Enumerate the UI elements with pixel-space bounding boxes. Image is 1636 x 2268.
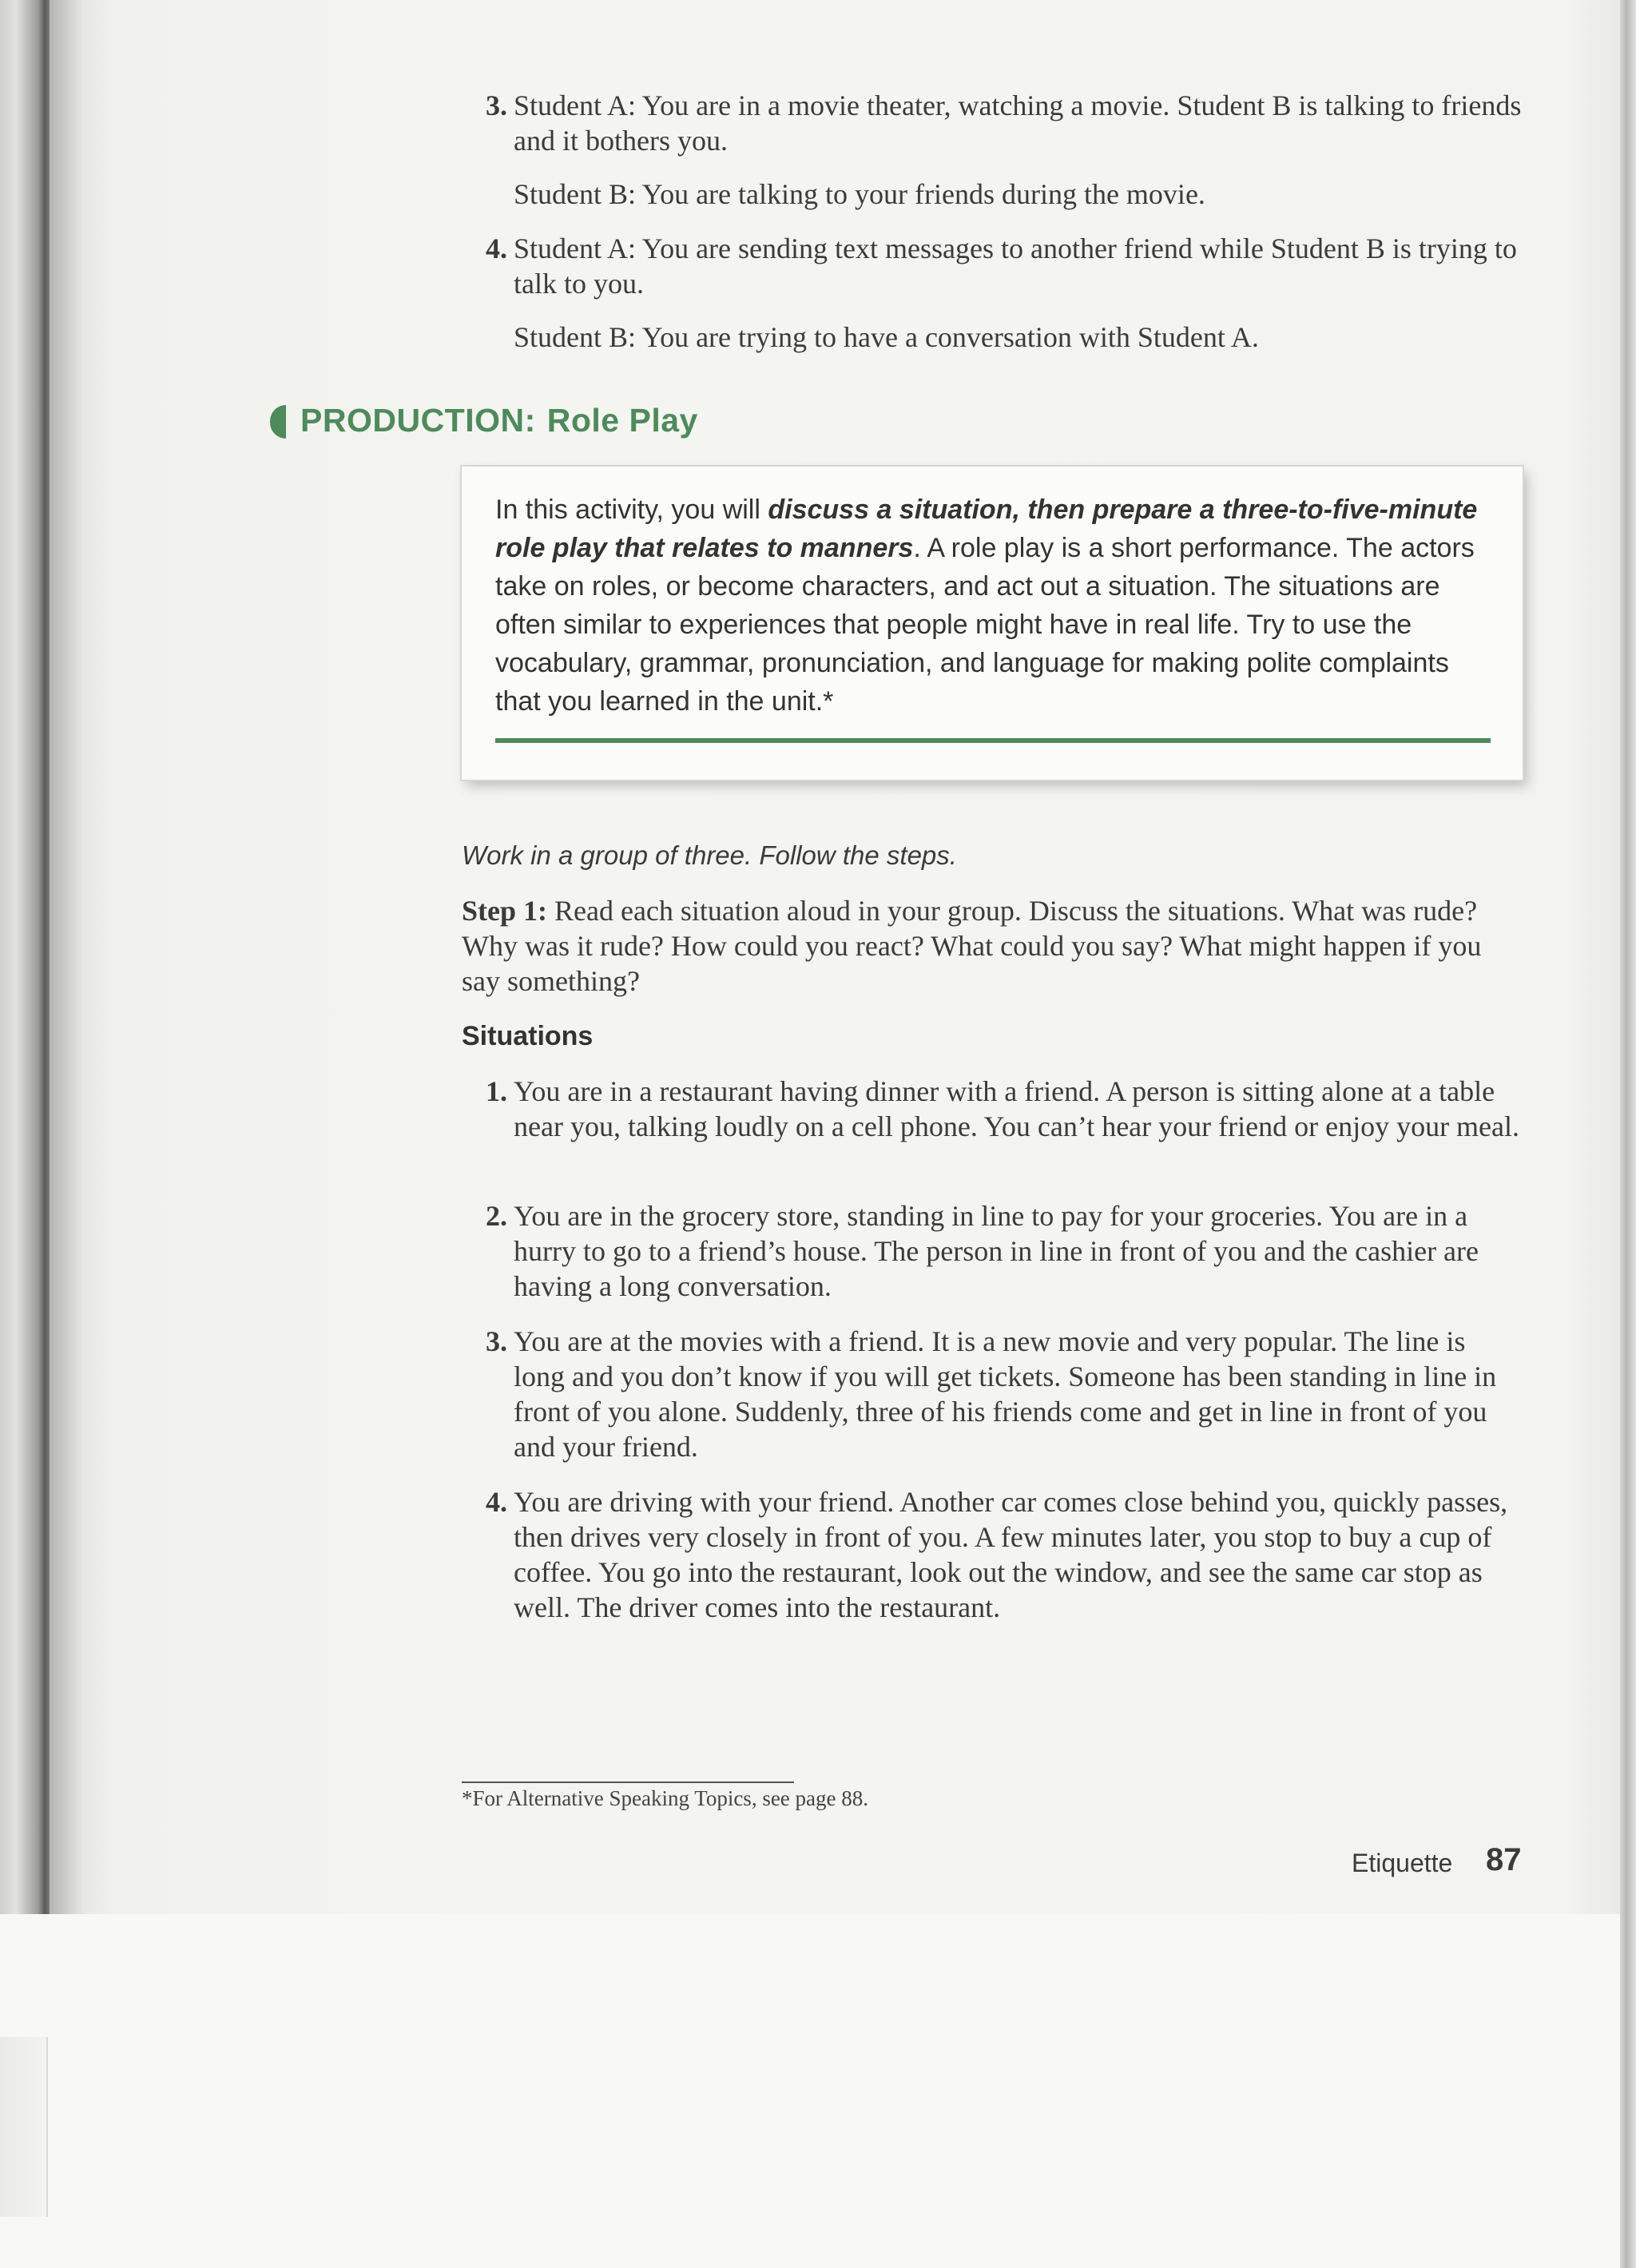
box-divider bbox=[495, 738, 1491, 743]
list-number: 2. bbox=[486, 1200, 507, 1232]
section-label: PRODUCTION: bbox=[300, 402, 536, 439]
section-title: Role Play bbox=[546, 402, 698, 439]
activity-intro-text: In this activity, you will discuss a situation, then prepare a three-to-five-minute role play that relates to manners. A role play is a short performance. The actors take on roles, or become characters, and act out a situation. The situations are often similar to experiences that people might have in real life. Try to use the vocabulary, grammar, pronunciation, and language for making polite complaints that you learned in the unit.* bbox=[495, 495, 1478, 717]
book-spine bbox=[0, 0, 50, 1914]
list-number: 4. bbox=[486, 1486, 507, 1518]
unit-name: Etiquette bbox=[1352, 1849, 1453, 1877]
footnote: *For Alternative Speaking Topics, see page 88. bbox=[462, 1786, 869, 1810]
spine-shadow bbox=[50, 0, 105, 1914]
situation-text: You are driving with your friend. Another car comes close behind you, quickly passes, then drives very closely in front of you. A few minutes later, you stop to buy a cup of coffee. You go into the restaurant, look out the window, and see the same car stop as well. The driver comes into the restaurant. bbox=[514, 1486, 1508, 1623]
page-right-edge bbox=[1620, 0, 1636, 2268]
step-label: Step 1: bbox=[462, 895, 547, 927]
step-text: Read each situation aloud in your group. Discuss the situations. What was rude? Why was it rude? How could you react? What could you say? What might happen if you say something? bbox=[462, 895, 1482, 997]
list-number: 3. bbox=[486, 1325, 507, 1357]
student-a-text: Student A: You are in a movie theater, watching a movie. Student B is talking to friends and it bothers you. bbox=[514, 89, 1522, 157]
step-1 bbox=[462, 893, 1524, 999]
activity-emphasis: discuss a situation, then prepare a three-to-five-minute role play that relates to manners bbox=[495, 495, 1478, 563]
footnote-divider bbox=[462, 1781, 794, 1783]
list-number: 4. bbox=[486, 232, 507, 264]
situation-text: You are at the movies with a friend. It is a new movie and very popular. The line is long and you don’t know if you will get tickets. Someone has been standing in line in front of you alone. Suddenly, three of his friends come and get in line in front of you and your friend. bbox=[514, 1325, 1497, 1463]
situations-heading: Situations bbox=[462, 1021, 594, 1051]
situation-text: You are in the grocery store, standing in line to pay for your groceries. You are in a hurry to go to a friend’s house. The person in line in front of you and the cashier are having a long conversation. bbox=[514, 1200, 1479, 1302]
scanner-bed-edge bbox=[0, 2037, 48, 2217]
situation-text: You are in a restaurant having dinner with a friend. A person is sitting alone at a table near you, talking loudly on a cell phone. You can’t hear your friend or enjoy your meal. bbox=[514, 1075, 1520, 1142]
group-instruction: Work in a group of three. Follow the steps. bbox=[462, 840, 957, 870]
student-a-text: Student A: You are sending text messages to another friend while Student B is trying to talk to you. bbox=[514, 232, 1517, 300]
page-number: 87 bbox=[1486, 1842, 1522, 1877]
list-number: 3. bbox=[486, 89, 507, 121]
scanner-bed bbox=[0, 1914, 1620, 2268]
student-b-text: Student B: You are talking to your friends during the movie. bbox=[514, 178, 1205, 210]
activity-intro-box bbox=[462, 467, 1523, 780]
student-b-text: Student B: You are trying to have a conversation with Student A. bbox=[514, 321, 1259, 353]
list-number: 1. bbox=[486, 1075, 507, 1107]
